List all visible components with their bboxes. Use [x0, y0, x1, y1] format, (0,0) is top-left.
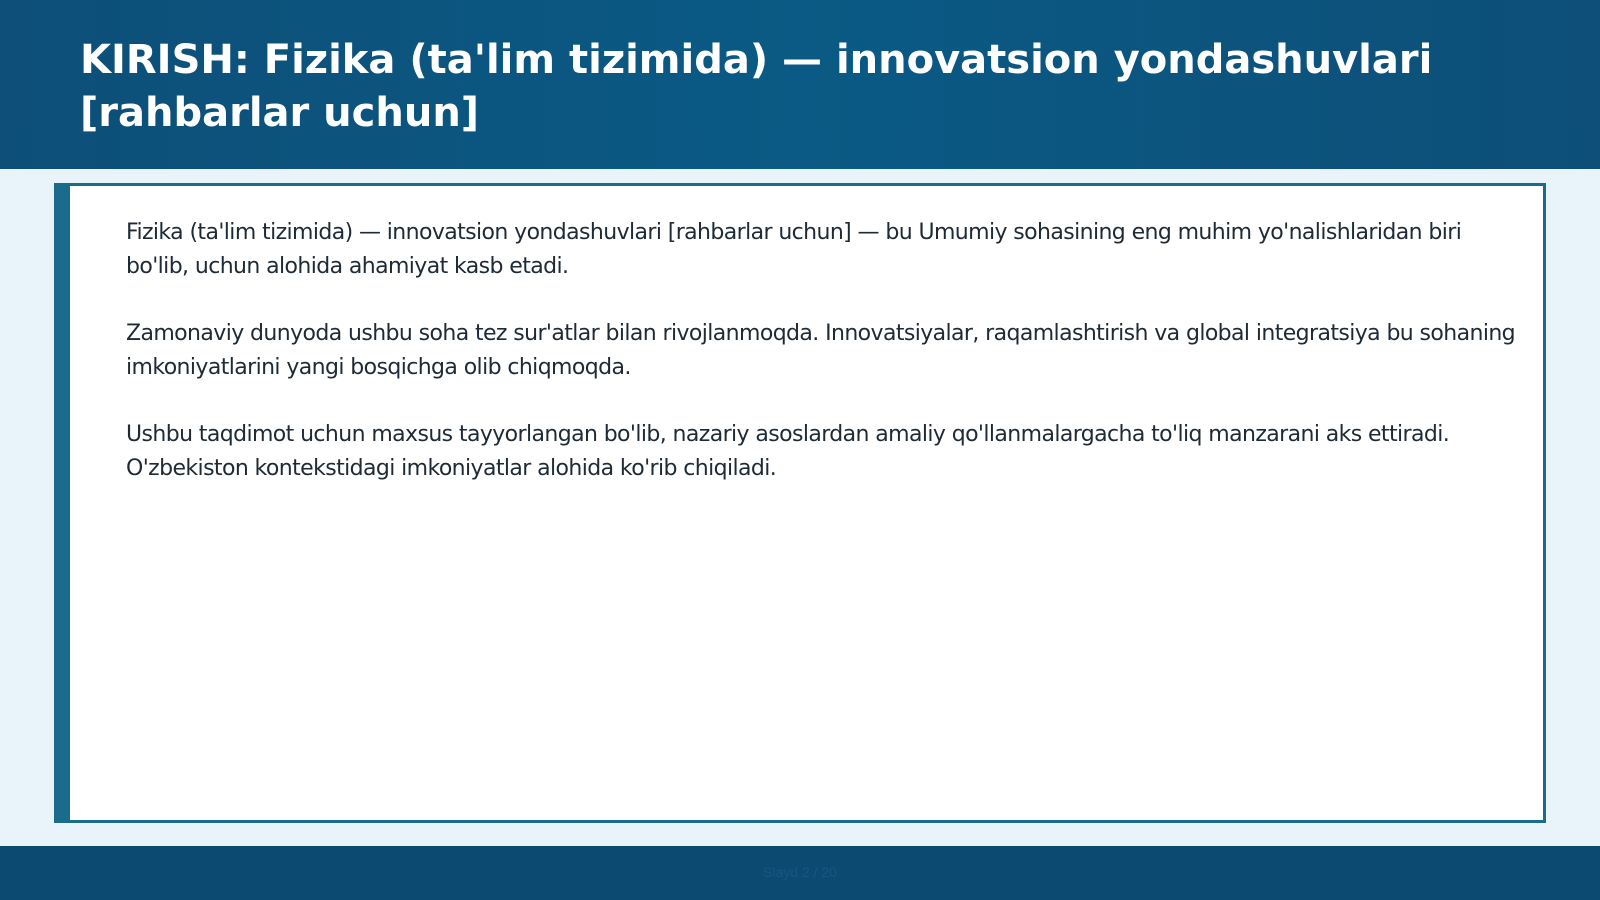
slide-header: [0, 0, 1600, 169]
paragraph-intro: Fizika (ta'lim tizimida) — innovatsion yondashuvlari [rahbarlar uchun] — bu Umumiy sohasining eng muhim yo'nalishlaridan biri bo'lib, uchun alohida ahamiyat kasb etadi.: [126, 220, 1462, 279]
content-card: [54, 183, 1546, 823]
slide-number: Slayd 2 / 20: [763, 864, 837, 880]
slide-title: KIRISH: Fizika (ta'lim tizimida) — innovatsion yondashuvlari [rahbarlar uchun]: [80, 37, 1433, 136]
slide-footer: [0, 846, 1600, 900]
paragraph-presentation-purpose: Ushbu taqdimot uchun maxsus tayyorlangan bo'lib, nazariy asoslardan amaliy qo'llanmalargacha to'liq manzarani aks ettiradi. O'zbekiston kontekstidagi imkoniyatlar alohida ko'rib chiqiladi.: [126, 422, 1450, 481]
body-text: [126, 216, 1526, 519]
paragraph-modern-world: Zamonaviy dunyoda ushbu soha tez sur'atlar bilan rivojlanmoqda. Innovatsiyalar, raqamlashtirish va global integratsiya bu sohaning imkoniyatlarini yangi bosqichga olib chiqmoqda.: [126, 321, 1516, 380]
